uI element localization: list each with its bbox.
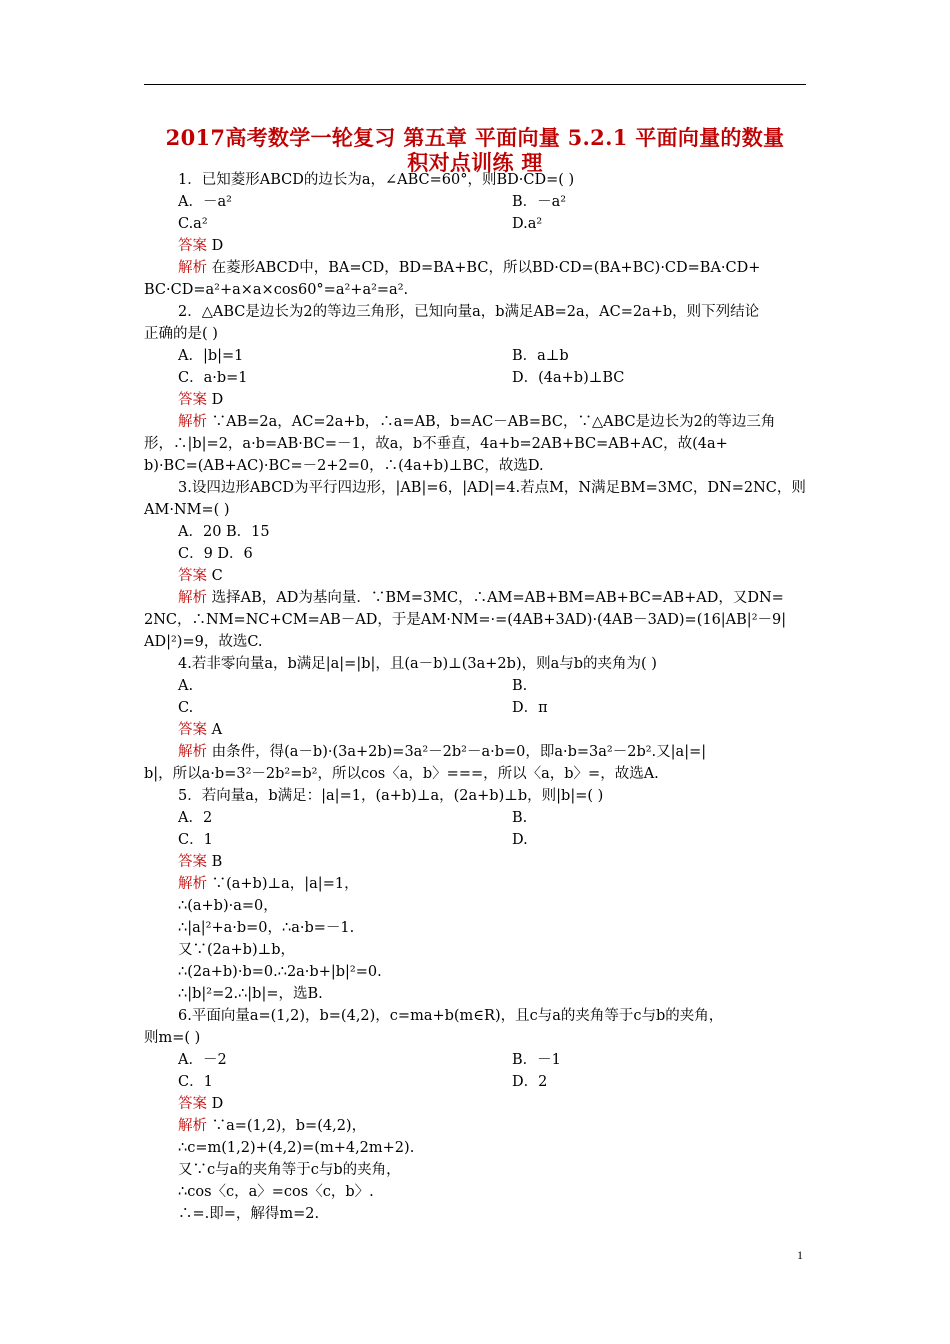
- line-text: 在菱形ABCD中，BA=CD，BD=BA+BC，所以BD·CD=(BA+BC)·CD=BA·CD+: [211, 260, 761, 276]
- text-line: [512, 193, 566, 211]
- line-text: C.: [178, 700, 194, 716]
- line-text: A．－a²: [178, 194, 232, 210]
- line-text: ∵AB=2a，AC=2a+b，∴a=AB，b=AC－AB=BC，∵△ABC是边长为2的等边三角: [211, 414, 776, 430]
- line-text: A.: [178, 678, 194, 694]
- line-text: C．1: [178, 1074, 213, 1090]
- line-text: ∴|a|²+a·b=0，∴a·b=－1.: [178, 920, 355, 936]
- text-line: [144, 501, 230, 519]
- text-line: [178, 1117, 366, 1135]
- text-line: [144, 325, 218, 343]
- line-text: 选择AB，AD为基向量．∵BM=3MC，∴AM=AB+BM=AB+BC=AB+AD，又DN=: [211, 590, 784, 606]
- line-text: 5．若向量a，b满足：|a|=1，(a+b)⊥a，(2a+b)⊥b，则|b|=( ): [178, 788, 604, 804]
- text-line: [178, 1183, 374, 1201]
- line-text: ∴=.即=，解得m=2.: [178, 1206, 320, 1222]
- text-line: [178, 721, 222, 739]
- line-text: B．－1: [512, 1052, 561, 1068]
- line-text: ∵(a+b)⊥a，|a|=1，: [211, 876, 359, 892]
- text-line: [178, 1007, 723, 1025]
- text-line: [178, 589, 784, 607]
- line-text: ∴(a+b)·a=0，: [178, 898, 278, 914]
- line-text: 4.若非零向量a，b满足|a|=|b|，且(a－b)⊥(3a+2b)，则a与b的夹角为( ): [178, 656, 657, 672]
- line-text: 由条件，得(a－b)·(3a+2b)=3a²－2b²－a·b=0，即a·b=3a²－2b².又|a|=|: [211, 744, 707, 760]
- analysis-label: 解析: [178, 260, 207, 276]
- line-text: ∴cos〈c，a〉=cos〈c，b〉.: [178, 1184, 374, 1200]
- line-text: D.: [512, 832, 528, 848]
- line-text: b)·BC=(AB+AC)·BC=－2+2=0，∴(4a+b)⊥BC，故选D.: [144, 458, 544, 474]
- text-line: [178, 963, 382, 981]
- text-line: [178, 545, 253, 563]
- text-line: [512, 215, 542, 233]
- answer-label: 答案: [178, 568, 207, 584]
- line-text: AD|²)=9，故选C.: [144, 634, 263, 650]
- text-line: [512, 831, 528, 849]
- text-line: [178, 259, 760, 277]
- line-text: 又∵c与a的夹角等于c与b的夹角，: [178, 1162, 401, 1178]
- line-text: ∴c=m(1,2)+(4,2)=(m+4,2m+2).: [178, 1140, 415, 1156]
- line-text: ∴|b|²=2.∴|b|=，选B.: [178, 986, 323, 1002]
- document-title-line-2: 积对点训练 理: [407, 150, 543, 175]
- text-line: [178, 369, 248, 387]
- text-line: [178, 831, 213, 849]
- line-text: 2NC，∴NM=NC+CM=AB－AD，于是AM·NM=·=(4AB+3AD)·(4AB－3AD)=(16|AB|²－9|: [144, 612, 787, 628]
- text-line: [144, 765, 659, 783]
- document-title-line-1: 2017高考数学一轮复习 第五章 平面向量 5.2.1 平面向量的数量: [165, 125, 785, 150]
- text-line: [512, 1073, 547, 1091]
- line-text: ∴(2a+b)·b=0.∴2a·b+|b|²=0.: [178, 964, 382, 980]
- line-text: b|，所以a·b=3²－2b²=b²，所以cos〈a，b〉===，所以〈a，b〉=，故选A.: [144, 766, 659, 782]
- page-number: 1: [797, 1248, 803, 1262]
- text-line: [178, 699, 193, 717]
- header-rule: [144, 84, 806, 85]
- text-line: [178, 523, 270, 541]
- answer-label: 答案: [178, 1096, 207, 1112]
- line-text: 正确的是( ): [144, 326, 218, 342]
- line-text: 3.设四边形ABCD为平行四边形，|AB|=6，|AD|=4.若点M，N满足BM=3MC，DN=2NC，则: [178, 480, 806, 496]
- text-line: [178, 237, 223, 255]
- text-line: [178, 919, 354, 937]
- answer-label: 答案: [178, 238, 207, 254]
- line-text: C: [211, 568, 223, 584]
- line-text: 1．已知菱形ABCD的边长为a，∠ABC=60°，则BD·CD=( ): [178, 172, 575, 188]
- text-line: [144, 457, 544, 475]
- answer-label: 答案: [178, 854, 207, 870]
- text-line: [178, 413, 775, 431]
- line-text: 又∵(2a+b)⊥b，: [178, 942, 296, 958]
- answer-label: 答案: [178, 722, 207, 738]
- text-line: [144, 435, 728, 453]
- text-line: [178, 193, 232, 211]
- line-text: B: [211, 854, 223, 870]
- line-text: BC·CD=a²+a×a×cos60°=a²+a²=a².: [144, 282, 409, 298]
- text-line: [178, 655, 657, 673]
- text-line: [178, 941, 295, 959]
- line-text: D．2: [512, 1074, 548, 1090]
- line-text: 6.平面向量a=(1,2)，b=(4,2)，c=ma+b(m∈R)，且c与a的夹角等于c与b的夹角，: [178, 1008, 724, 1024]
- line-text: 2．△ABC是边长为2的等边三角形，已知向量a，b满足AB=2a，AC=2a+b，则下列结论: [178, 304, 760, 320]
- line-text: D: [211, 1096, 224, 1112]
- text-line: [144, 633, 263, 651]
- analysis-label: 解析: [178, 414, 207, 430]
- line-text: 则m=( ): [144, 1030, 201, 1046]
- text-line: [178, 1073, 213, 1091]
- text-line: [178, 853, 222, 871]
- line-text: A．－2: [178, 1052, 227, 1068]
- line-text: D: [211, 392, 224, 408]
- text-line: [178, 215, 208, 233]
- text-line: [178, 567, 223, 585]
- text-line: [178, 1161, 401, 1179]
- line-text: B.: [512, 678, 528, 694]
- text-line: [512, 369, 624, 387]
- text-line: [178, 1205, 319, 1223]
- text-line: [178, 303, 759, 321]
- text-line: [512, 809, 527, 827]
- line-text: C.a²: [178, 216, 208, 232]
- text-line: [178, 391, 223, 409]
- text-line: [512, 699, 548, 717]
- line-text: B.: [512, 810, 528, 826]
- line-text: C．a·b=1: [178, 370, 248, 386]
- text-line: [178, 875, 359, 893]
- text-line: [178, 347, 243, 365]
- text-line: [144, 281, 408, 299]
- analysis-label: 解析: [178, 1118, 207, 1134]
- text-line: [512, 677, 527, 695]
- analysis-label: 解析: [178, 590, 207, 606]
- text-line: [512, 1051, 561, 1069]
- text-line: [178, 677, 193, 695]
- text-line: [144, 1029, 200, 1047]
- line-text: B．a⊥b: [512, 348, 569, 364]
- text-line: [178, 479, 806, 497]
- line-text: AM·NM=( ): [144, 502, 230, 518]
- line-text: 形，∴|b|=2，a·b=AB·BC=－1，故a，b不垂直，4a+b=2AB+BC=AB+AC，故(4a+: [144, 436, 728, 452]
- line-text: D．π: [512, 700, 548, 716]
- line-text: B．－a²: [512, 194, 567, 210]
- text-line: [178, 1095, 223, 1113]
- line-text: D．(4a+b)⊥BC: [512, 370, 625, 386]
- text-line: [512, 347, 569, 365]
- line-text: D.a²: [512, 216, 543, 232]
- text-line: [178, 985, 323, 1003]
- line-text: C．9 D．6: [178, 546, 253, 562]
- line-text: A．20 B．15: [178, 524, 270, 540]
- text-line: [178, 1051, 227, 1069]
- line-text: C．1: [178, 832, 213, 848]
- line-text: A: [211, 722, 223, 738]
- text-line: [178, 787, 603, 805]
- text-line: [178, 743, 706, 761]
- line-text: A．|b|=1: [178, 348, 244, 364]
- text-line: [178, 171, 574, 189]
- answer-label: 答案: [178, 392, 207, 408]
- line-text: ∵a=(1,2)，b=(4,2)，: [211, 1118, 367, 1134]
- text-line: [178, 897, 278, 915]
- text-line: [144, 611, 786, 629]
- line-text: D: [211, 238, 224, 254]
- text-line: [178, 1139, 414, 1157]
- text-line: [178, 809, 212, 827]
- analysis-label: 解析: [178, 876, 207, 892]
- line-text: A．2: [178, 810, 213, 826]
- analysis-label: 解析: [178, 744, 207, 760]
